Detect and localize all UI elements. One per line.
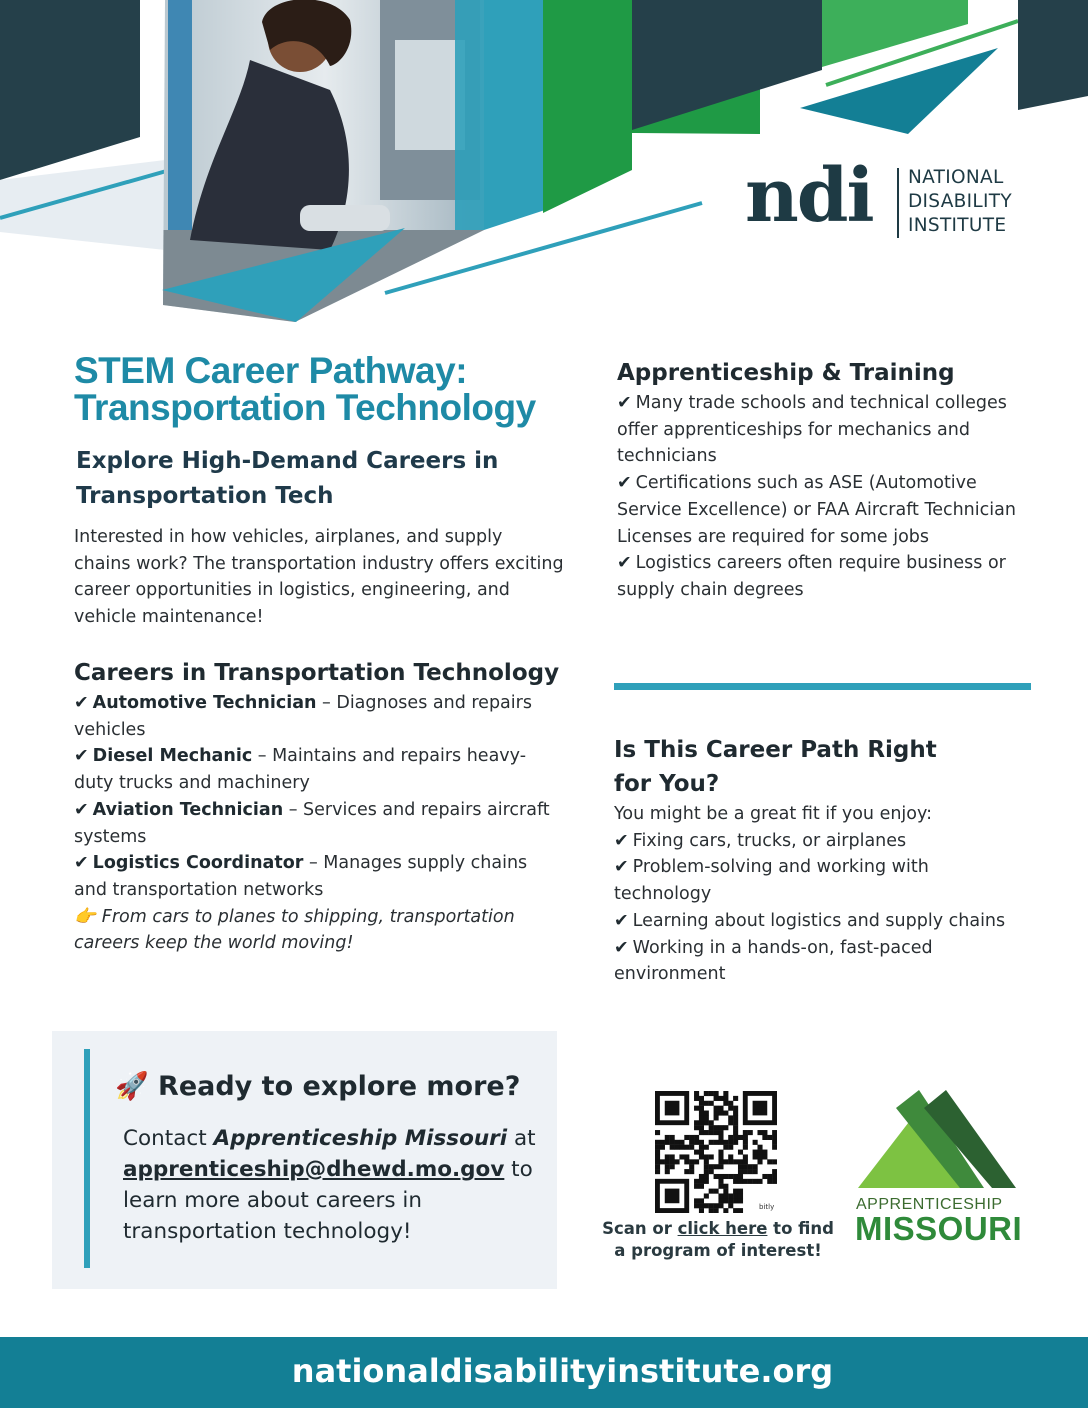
page-subtitle: Explore High-Demand Careers in Transportation Tech [76, 448, 499, 509]
qr-module [699, 1096, 704, 1101]
qr-module [718, 1179, 723, 1184]
qr-module [723, 1101, 728, 1106]
careers-list [74, 690, 564, 957]
qr-module [733, 1120, 738, 1125]
qr-module [655, 1145, 660, 1150]
qr-module [665, 1169, 670, 1174]
qr-module [704, 1159, 709, 1164]
cta-text: Contact Apprenticeship Missouri at apprenticeship@dhewd.mo.gov to learn more about careers in transportation technology! [123, 1126, 536, 1244]
list-item: ✔ Many trade schools and technical colleges offer apprenticeships for mechanics and technicians [617, 393, 1007, 467]
qr-finder-core [665, 1101, 680, 1116]
qr-module [748, 1169, 753, 1174]
qr-module [738, 1198, 743, 1203]
qr-module [762, 1130, 767, 1135]
qr-module [689, 1164, 694, 1169]
qr-module [743, 1130, 748, 1135]
qr-module [699, 1106, 704, 1111]
qr-module [684, 1169, 689, 1174]
qr-module [704, 1111, 709, 1116]
qr-module [762, 1135, 767, 1140]
qr-module [655, 1130, 660, 1135]
list-item: ✔ Fixing cars, trucks, or airplanes [614, 830, 907, 851]
qr-module [743, 1164, 748, 1169]
qr-module [704, 1115, 709, 1120]
cta-heading: 🚀 Ready to explore more? [115, 1071, 521, 1102]
qr-module [665, 1154, 670, 1159]
qr-module [655, 1159, 660, 1164]
qr-module [689, 1140, 694, 1145]
qr-module [718, 1096, 723, 1101]
qr-module [762, 1150, 767, 1155]
check-icon: ✔ [617, 393, 632, 413]
qr-module [733, 1174, 738, 1179]
click-here-link[interactable]: click here [677, 1219, 768, 1238]
rocket-icon: 🚀 [115, 1071, 149, 1102]
qr-module [699, 1179, 704, 1184]
qr-module [675, 1145, 680, 1150]
qr-module [709, 1091, 714, 1096]
qr-module [723, 1198, 728, 1203]
qr-module [665, 1140, 670, 1145]
qr-module [748, 1179, 753, 1184]
qr-module [670, 1135, 675, 1140]
qr-module [694, 1091, 699, 1096]
qr-module [728, 1135, 733, 1140]
fit-list [614, 801, 1024, 988]
qr-module [699, 1120, 704, 1125]
qr-finder-core [665, 1189, 680, 1204]
qr-module [738, 1189, 743, 1194]
qr-module [699, 1203, 704, 1208]
qr-module [694, 1150, 699, 1155]
check-icon: ✔ [74, 693, 89, 713]
qr-module [767, 1174, 772, 1179]
careers-heading: Careers in Transportation Technology [74, 660, 560, 686]
list-item: ✔ Automotive Technician – Diagnoses and repairs vehicles [74, 693, 532, 740]
qr-module [733, 1096, 738, 1101]
fit-lead: You might be a great fit if you enjoy: [614, 804, 932, 824]
qr-module [709, 1130, 714, 1135]
qr-module [670, 1140, 675, 1145]
qr-module [772, 1159, 777, 1164]
qr-module [684, 1154, 689, 1159]
qr-module [728, 1101, 733, 1106]
qr-module [723, 1208, 728, 1213]
qr-module [718, 1106, 723, 1111]
qr-module [733, 1115, 738, 1120]
qr-module [704, 1169, 709, 1174]
qr-module [709, 1169, 714, 1174]
qr-module [733, 1208, 738, 1213]
qr-module [733, 1125, 738, 1130]
qr-module [714, 1115, 719, 1120]
qr-module [767, 1159, 772, 1164]
qr-module [718, 1150, 723, 1155]
qr-module [772, 1145, 777, 1150]
qr-module [660, 1159, 665, 1164]
qr-module [699, 1208, 704, 1213]
qr-tag: bitly [759, 1203, 775, 1211]
qr-module [704, 1145, 709, 1150]
qr-module [679, 1154, 684, 1159]
qr-module [718, 1184, 723, 1189]
qr-module [679, 1140, 684, 1145]
qr-module [743, 1145, 748, 1150]
qr-module [714, 1096, 719, 1101]
qr-module [738, 1193, 743, 1198]
check-icon: ✔ [74, 853, 89, 874]
qr-module [738, 1150, 743, 1155]
qr-module [757, 1159, 762, 1164]
qr-module [728, 1120, 733, 1125]
check-icon: ✔ [614, 830, 629, 851]
qr-module [728, 1174, 733, 1179]
footer-url[interactable]: nationaldisabilityinstitute.org [291, 1352, 834, 1390]
qr-module [757, 1154, 762, 1159]
partner-logo-line1: APPRENTICESHIP [856, 1196, 1003, 1213]
qr-module [743, 1179, 748, 1184]
qr-module [655, 1164, 660, 1169]
qr-module [699, 1198, 704, 1203]
qr-module [655, 1150, 660, 1155]
qr-module [718, 1135, 723, 1140]
qr-module [718, 1174, 723, 1179]
qr-module [748, 1130, 753, 1135]
pointing-hand-icon: 👉 [74, 906, 96, 927]
qr-module [738, 1169, 743, 1174]
qr-module [699, 1150, 704, 1155]
qr-module [753, 1150, 758, 1155]
qr-module [714, 1189, 719, 1194]
check-icon: ✔ [614, 910, 629, 931]
qr-module [738, 1164, 743, 1169]
qr-module [728, 1159, 733, 1164]
qr-module [733, 1189, 738, 1194]
qr-module [694, 1203, 699, 1208]
apprenticeship-list [617, 390, 1017, 604]
qr-module [704, 1101, 709, 1106]
qr-module [723, 1184, 728, 1189]
qr-module [694, 1198, 699, 1203]
partner-logo-line2: MISSOURI [855, 1210, 1023, 1247]
qr-module [728, 1106, 733, 1111]
qr-module [753, 1140, 758, 1145]
qr-finder-core [753, 1101, 768, 1116]
qr-module [772, 1174, 777, 1179]
qr-module [675, 1159, 680, 1164]
qr-module [709, 1140, 714, 1145]
qr-module [670, 1159, 675, 1164]
qr-module [704, 1164, 709, 1169]
qr-module [709, 1189, 714, 1194]
qr-module [757, 1150, 762, 1155]
qr-module [709, 1208, 714, 1213]
qr-module [728, 1193, 733, 1198]
qr-module [753, 1169, 758, 1174]
qr-module [660, 1145, 665, 1150]
qr-module [718, 1164, 723, 1169]
qr-module [699, 1145, 704, 1150]
fit-heading: Is This Career Path Right for You? [614, 737, 937, 797]
careers-note: 👉 From cars to planes to shipping, transportation careers keep the world moving! [74, 906, 515, 954]
logo-divider [897, 168, 899, 238]
qr-module [714, 1164, 719, 1169]
qr-module [728, 1198, 733, 1203]
qr-module [709, 1164, 714, 1169]
qr-module [718, 1203, 723, 1208]
qr-module [694, 1184, 699, 1189]
list-item: ✔ Certifications such as ASE (Automotive Service Excellence) or FAA Aircraft Technician Licenses are required for some jobs [617, 473, 1016, 547]
cta-accent-bar [84, 1049, 90, 1268]
qr-module [738, 1174, 743, 1179]
qr-module [714, 1125, 719, 1130]
qr-module [743, 1140, 748, 1145]
qr-module [762, 1154, 767, 1159]
qr-module [723, 1174, 728, 1179]
qr-module [679, 1145, 684, 1150]
list-item: ✔ Aviation Technician – Services and repairs aircraft systems [74, 799, 550, 847]
check-icon: ✔ [614, 857, 629, 878]
qr-module [743, 1169, 748, 1174]
qr-module [694, 1120, 699, 1125]
qr-module [753, 1179, 758, 1184]
qr-module [699, 1111, 704, 1116]
qr-module [733, 1140, 738, 1145]
qr-module [665, 1159, 670, 1164]
qr-module [772, 1130, 777, 1135]
qr-module [704, 1154, 709, 1159]
qr-module [738, 1208, 743, 1213]
qr-module [723, 1125, 728, 1130]
list-item: ✔ Diesel Mechanic – Maintains and repairs heavy-duty trucks and machinery [74, 746, 527, 794]
qr-module [772, 1179, 777, 1184]
qr-module [714, 1130, 719, 1135]
qr-module [704, 1174, 709, 1179]
qr-module [772, 1169, 777, 1174]
email-link[interactable]: apprenticeship@dhewd.mo.gov [123, 1157, 505, 1182]
qr-module [714, 1106, 719, 1111]
qr-module [655, 1169, 660, 1174]
qr-module [738, 1159, 743, 1164]
qr-module [714, 1208, 719, 1213]
qr-module [728, 1145, 733, 1150]
qr-module [718, 1193, 723, 1198]
list-item: ✔ Working in a hands-on, fast-paced environment [614, 937, 933, 985]
check-icon: ✔ [74, 799, 89, 820]
qr-module [684, 1159, 689, 1164]
qr-module [733, 1179, 738, 1184]
qr-module [699, 1115, 704, 1120]
qr-module [694, 1106, 699, 1111]
qr-module [660, 1140, 665, 1145]
qr-module [728, 1115, 733, 1120]
qr-module [670, 1154, 675, 1159]
qr-module [767, 1135, 772, 1140]
qr-module [655, 1140, 660, 1145]
qr-module [718, 1140, 723, 1145]
qr-module [694, 1135, 699, 1140]
qr-module [757, 1179, 762, 1184]
qr-module [743, 1154, 748, 1159]
qr-module [670, 1164, 675, 1169]
qr-module [684, 1145, 689, 1150]
qr-module [699, 1140, 704, 1145]
section-divider [614, 683, 1031, 690]
qr-module [723, 1111, 728, 1116]
qr-module [704, 1091, 709, 1096]
qr-module [728, 1154, 733, 1159]
qr-module [689, 1135, 694, 1140]
qr-module [723, 1193, 728, 1198]
qr-module [718, 1159, 723, 1164]
qr-module [733, 1130, 738, 1135]
check-icon: ✔ [617, 553, 632, 574]
qr-module [714, 1091, 719, 1096]
scan-caption: Scan or click here to find a program of interest! [602, 1219, 834, 1260]
qr-module [772, 1135, 777, 1140]
qr-module [689, 1169, 694, 1174]
qr-module [714, 1140, 719, 1145]
qr-module [733, 1198, 738, 1203]
qr-module [728, 1140, 733, 1145]
intro-paragraph: Interested in how vehicles, airplanes, and supply chains work? The transportation industry offers exciting career opportunities in logistics, engineering, and vehicle maintenance! [74, 527, 564, 627]
qr-module [748, 1164, 753, 1169]
qr-module [704, 1193, 709, 1198]
qr-module [772, 1140, 777, 1145]
qr-module [723, 1140, 728, 1145]
qr-module [709, 1154, 714, 1159]
qr-module [655, 1154, 660, 1159]
qr-module [733, 1111, 738, 1116]
qr-module [684, 1135, 689, 1140]
qr-module [753, 1154, 758, 1159]
qr-module [699, 1130, 704, 1135]
qr-module [694, 1125, 699, 1130]
qr-module [738, 1135, 743, 1140]
list-item: ✔ Logistics careers often require business or supply chain degrees [617, 553, 1006, 600]
qr-module [738, 1179, 743, 1184]
qr-module [762, 1174, 767, 1179]
qr-module [694, 1179, 699, 1184]
qr-module [714, 1111, 719, 1116]
qr-module [733, 1159, 738, 1164]
qr-code[interactable] [655, 1091, 777, 1213]
qr-module [728, 1203, 733, 1208]
qr-module [699, 1154, 704, 1159]
qr-module [733, 1193, 738, 1198]
qr-module [704, 1130, 709, 1135]
qr-module [709, 1125, 714, 1130]
qr-module [723, 1091, 728, 1096]
qr-module [718, 1111, 723, 1116]
qr-module [714, 1203, 719, 1208]
qr-module [670, 1145, 675, 1150]
qr-module [689, 1159, 694, 1164]
qr-module [675, 1140, 680, 1145]
qr-module [718, 1154, 723, 1159]
qr-module [733, 1106, 738, 1111]
list-item: ✔ Logistics Coordinator – Manages supply chains and transportation networks [74, 853, 528, 900]
qr-module [704, 1120, 709, 1125]
qr-module [743, 1135, 748, 1140]
qr-module [723, 1189, 728, 1194]
qr-module [704, 1203, 709, 1208]
qr-module [694, 1140, 699, 1145]
qr-module [694, 1159, 699, 1164]
qr-module [709, 1120, 714, 1125]
qr-module [723, 1096, 728, 1101]
qr-module [753, 1164, 758, 1169]
qr-module [704, 1179, 709, 1184]
ndi-logo [745, 153, 1035, 242]
qr-module [709, 1203, 714, 1208]
check-icon: ✔ [617, 473, 632, 494]
qr-module [767, 1179, 772, 1184]
qr-module [699, 1101, 704, 1106]
qr-module [723, 1159, 728, 1164]
list-item: ✔ Learning about logistics and supply chains [614, 910, 1006, 931]
qr-module [718, 1125, 723, 1130]
qr-module [709, 1101, 714, 1106]
qr-module [718, 1130, 723, 1135]
qr-module [689, 1145, 694, 1150]
ndi-logo-mark: ndi [745, 153, 873, 239]
qr-module [699, 1125, 704, 1130]
page-title: STEM Career Pathway: Transportation Technology [74, 350, 536, 428]
qr-module [699, 1184, 704, 1189]
check-icon: ✔ [74, 746, 89, 767]
qr-module [757, 1145, 762, 1150]
qr-module [733, 1135, 738, 1140]
qr-module [665, 1164, 670, 1169]
check-icon: ✔ [614, 937, 629, 958]
qr-module [665, 1135, 670, 1140]
apprenticeship-heading: Apprenticeship & Training [617, 360, 955, 386]
qr-module [723, 1145, 728, 1150]
qr-module [694, 1096, 699, 1101]
qr-module [714, 1174, 719, 1179]
ndi-logo-name: NATIONAL DISABILITY INSTITUTE [908, 167, 1012, 236]
qr-module [699, 1174, 704, 1179]
qr-module [743, 1159, 748, 1164]
list-item: ✔ Problem-solving and working with technology [614, 857, 929, 905]
qr-module [757, 1130, 762, 1135]
qr-module [718, 1198, 723, 1203]
